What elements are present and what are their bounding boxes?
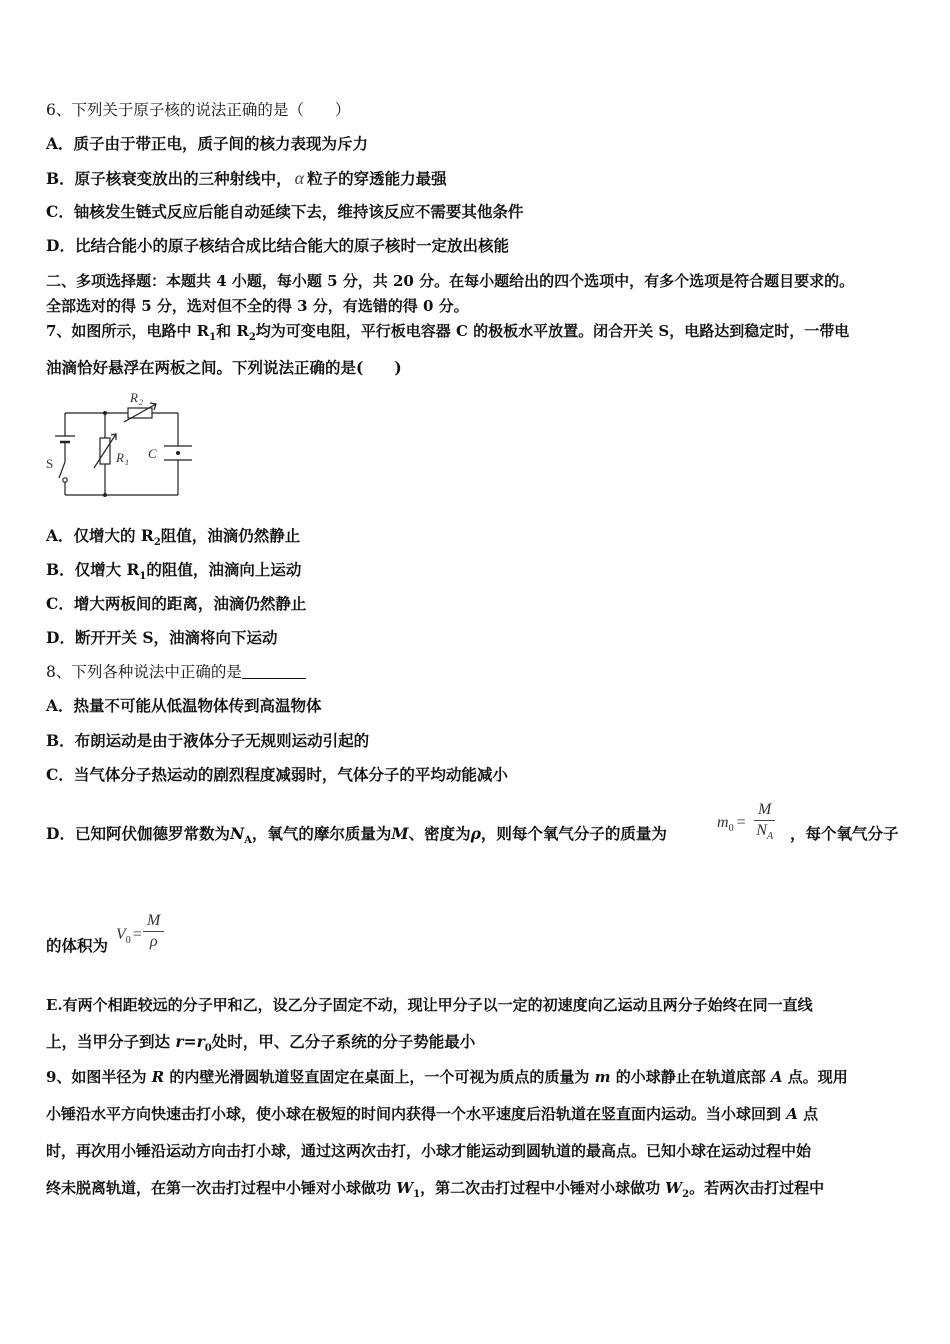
q8-d-p1: D．已知阿伏伽德罗常数为 [46,824,230,843]
q9-l1-m: m [594,1068,611,1086]
q9-line1 [46,1067,848,1087]
q7-stem-p1: 7、如图所示，电路中 R [46,322,210,340]
q8-stem [46,662,306,682]
q9-l1-R: R [151,1068,165,1086]
q7-option-b-post: 的阻值，油滴向上运动 [146,560,302,579]
answer-blank [242,664,306,679]
q7-option-a-pre: A．仅增大的 R [46,526,154,545]
q9-l1-p2: 的内壁光滑圆轨道竖直固定在桌面上，一个可视为质点的质量为 [164,1068,595,1086]
junction-bottom [103,493,107,497]
switch-s [59,462,65,478]
q7-option-d: D．断开开关 S，油滴将向下运动 [46,628,278,647]
m0-den-n: N [756,822,767,839]
formula-v0-lhs: $V_0$ = [116,926,142,947]
v0-numerator: M [143,912,164,932]
q7-option-c: C．增大两板间的距离，油滴仍然静止 [46,594,307,613]
q7-option-b-pre: B．仅增大 R [46,560,140,579]
q6-stem: 6、下列关于原子核的说法正确的是（ ） [46,101,351,119]
q8-option-b: B．布朗运动是由于液体分子无规则运动引起的 [46,731,370,750]
q9-l4-p1: 终未脱离轨道，在第一次击打过程中小锤对小球做功 [46,1179,397,1197]
q8-e-r0: r [196,1032,205,1051]
q8-option-d-tail: ，每个氧气分子 [790,824,899,843]
q6-option-b-post: 粒子的穿透能力最强 [307,169,447,188]
q7-option-b-sub: 1 [139,571,147,583]
formula-m0-fraction [754,801,775,842]
q9-l4-p2: ，第二次击打过程中小锤对小球做功 [420,1179,666,1197]
q8-option-a: A．热量不可能从低温物体传到高温物体 [46,696,322,715]
v0-symbol: V [116,926,126,943]
q8-d-m: M [391,824,409,843]
c-label: C [148,446,157,461]
q8-e-eq: = [183,1032,197,1051]
q7-stem-line2: 油滴恰好悬浮在两板之间。下列说法正确的是( ) [46,358,402,377]
q8-e-r: r [175,1032,184,1051]
q9-l1-A: A [770,1068,783,1086]
q7-option-b [46,560,301,587]
q8-d-p3: 、密度为 [408,824,471,843]
r1-label: R [116,450,124,465]
q8-d-p2: ，氧气的摩尔质量为 [251,824,392,843]
r2-sub: 2 [139,398,143,407]
q7-stem-sub1: 1 [209,332,217,343]
q7-option-a [46,526,300,553]
q8-e-p2: 处时，甲、乙分子系统的分子势能最小 [211,1032,476,1051]
q9-l4-W1-sub: 1 [413,1189,421,1200]
r2-label: R [130,390,138,405]
s-label: S [46,456,54,471]
q8-d-rho: ρ [470,824,481,843]
q8-option-e-line2 [46,1032,475,1059]
q8-option-d-line1 [46,824,667,851]
q7-option-a-post: 阻值，油滴仍然静止 [160,526,301,545]
q7-stem-sub2: 2 [248,332,256,343]
q7-stem-p3: 均为可变电阻，平行板电容器 C 的极板水平放置。闭合开关 S，电路达到稳定时，一带电 [255,322,850,340]
q6-option-a: A．质子由于带正电，质子间的核力表现为斥力 [46,134,369,153]
q7-stem-line1 [46,321,849,348]
q9-line4 [46,1178,824,1205]
q9-l2-p1: 小锤沿水平方向快速击打小球，使小球在极短的时间内获得一个水平速度后沿轨道在竖直面内运动。当小球回到 [46,1105,787,1123]
q9-l2-p2: 点 [797,1105,819,1123]
q8-e-r0-sub: 0 [204,1043,212,1055]
q8-e-p1: 上，当甲分子到达 [46,1032,176,1051]
q8-d-p4: ，则每个氧气分子的质量为 [480,824,667,843]
m0-den-sub: A [766,831,774,843]
alpha-symbol: α [294,168,305,188]
oil-drop [176,451,180,455]
formula-m0-lhs: $m_0$ = [717,814,746,835]
q7-option-a-sub: 2 [153,537,161,549]
q9-l4-W1: W [396,1179,414,1197]
q7-stem-p2: 和 R [216,322,249,340]
section2-line1: 二、多项选择题：本题共 4 小题，每小题 5 分，共 20 分。在每小题给出的四个选项中，有多个选项是符合题目要求的。 [46,272,855,290]
junction-top [103,411,107,415]
q8-option-c: C．当气体分子热运动的剧烈程度减弱时，气体分子的平均动能减小 [46,765,508,784]
v0-denominator: ρ [149,933,158,950]
m0-numerator: M [754,801,775,821]
section2-line2: 全部选对的得 5 分，选对但不全的得 3 分，有选错的得 0 分。 [46,297,469,315]
q9-l1-p3: 的小球静止在轨道底部 [610,1068,771,1086]
q8-option-e-line1: E.有两个相距较远的分子甲和乙，设乙分子固定不动，现让甲分子以一定的初速度向乙运动且两分子始终在同一直线 [46,996,813,1014]
q6-option-c: C．铀核发生链式反应后能自动延续下去，维持该反应不需要其他条件 [46,202,524,221]
q8-d-na-sub: A [244,835,252,847]
v0-sub: 0 [125,935,131,947]
formula-v0-fraction [143,912,164,951]
r1-sub: 1 [125,458,129,467]
q9-l4-p3: 。若两次击打过程中 [689,1179,825,1197]
q9-line3: 时，再次用小锤沿运动方向击打小球，通过这两次击打，小球才能运动到圆轨道的最高点。已知小球在运动过程中始 [46,1142,812,1160]
q6-option-d: D．比结合能小的原子核结合成比结合能大的原子核时一定放出核能 [46,236,509,255]
q9-l4-W2-sub: 2 [682,1189,690,1200]
q6-option-b [46,168,447,189]
m0-symbol: m [717,814,729,831]
m0-sub: 0 [728,823,734,835]
q9-line2 [46,1104,818,1124]
q9-l1-p1: 9、如图半径为 [46,1068,152,1086]
q9-l1-p4: 点。现用 [782,1068,848,1086]
q6-option-b-pre: B．原子核衰变放出的三种射线中， [46,169,292,188]
q9-l4-W2: W [665,1179,683,1197]
q8-stem-text: 8、下列各种说法中正确的是 [46,663,242,681]
q9-l2-A: A [786,1105,798,1123]
m0-denominator [754,821,775,842]
q8-option-d-line2: 的体积为 [46,936,109,955]
circuit-diagram [40,388,200,503]
q8-d-na: N [229,824,245,843]
